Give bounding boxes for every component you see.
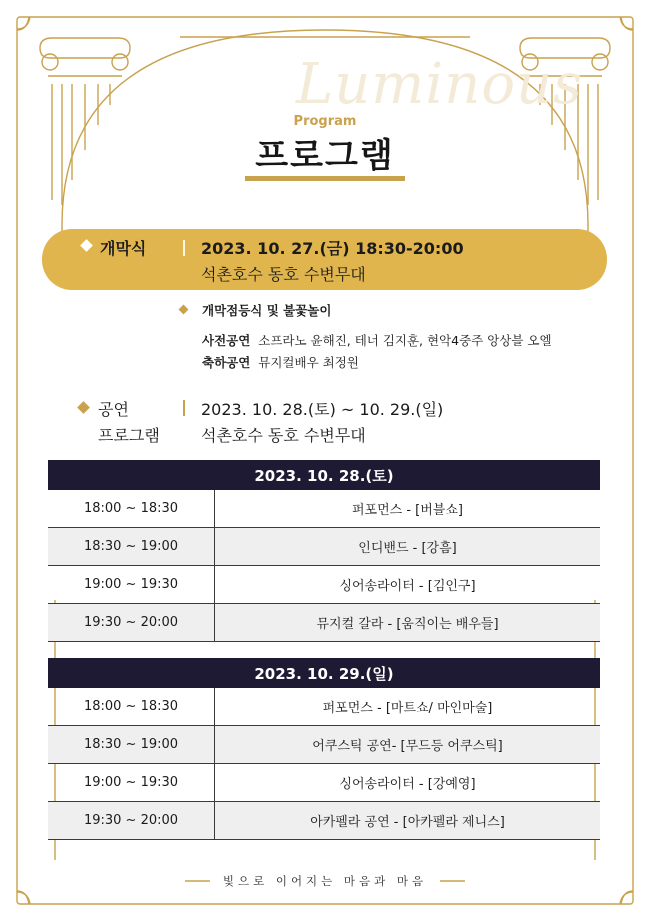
time-cell: 18:00 ~ 18:30 <box>48 688 215 726</box>
title-underline <box>245 176 405 181</box>
opening-separator <box>183 240 185 256</box>
opening-subtitle: 개막점등식 및 불꽃놀이 <box>202 303 332 318</box>
table-row <box>48 566 600 604</box>
time-cell: 19:30 ~ 20:00 <box>48 604 215 642</box>
performance-date: 2023. 10. 28.(토) ~ 10. 29.(일) <box>201 400 444 419</box>
watermark-text: Luminous <box>296 52 583 117</box>
table-row <box>48 764 600 802</box>
opening-label: 개막식 <box>100 239 147 258</box>
program-cell: 어쿠스틱 공연- [무드등 어쿠스틱] <box>215 726 601 764</box>
program-label-en: Program <box>293 114 357 129</box>
time-cell: 19:30 ~ 20:00 <box>48 802 215 840</box>
schedule-day-header: 2023. 10. 29.(일) <box>48 658 600 688</box>
performance-label: 공연 <box>98 400 129 419</box>
program-cell: 퍼포먼스 - [마트쇼/ 마인마술] <box>215 688 601 726</box>
program-cell: 퍼포먼스 - [버블쇼] <box>215 490 601 528</box>
time-cell: 18:30 ~ 19:00 <box>48 726 215 764</box>
time-cell: 18:00 ~ 18:30 <box>48 490 215 528</box>
program-cell: 인디밴드 - [강흠] <box>215 528 601 566</box>
performance-venue: 석촌호수 동호 수변무대 <box>201 426 366 445</box>
opening-date: 2023. 10. 27.(금) 18:30-20:00 <box>201 239 464 258</box>
program-cell: 싱어송라이터 - [김인구] <box>215 566 601 604</box>
time-cell: 18:30 ~ 19:00 <box>48 528 215 566</box>
program-cell: 싱어송라이터 - [강예영] <box>215 764 601 802</box>
page-title: 프로그램 <box>255 136 395 176</box>
table-row <box>48 726 600 764</box>
table-row <box>48 490 600 528</box>
table-row <box>48 802 600 840</box>
table-row <box>48 688 600 726</box>
performance-separator <box>183 400 185 416</box>
table-row <box>48 604 600 642</box>
performance-label-line2: 프로그램 <box>98 426 160 445</box>
schedule-table-day1 <box>48 460 600 642</box>
table-row <box>48 528 600 566</box>
opening-detail-row: 사전공연 소프라노 윤해진, 테너 김지훈, 현악4중주 앙상블 오엘 <box>202 333 552 348</box>
opening-venue: 석촌호수 동호 수변무대 <box>201 265 366 284</box>
time-cell: 19:00 ~ 19:30 <box>48 764 215 802</box>
opening-detail-row: 축하공연 뮤지컬배우 최정원 <box>202 355 359 370</box>
program-cell: 뮤지컬 갈라 - [움직이는 배우들] <box>215 604 601 642</box>
schedule-day-header: 2023. 10. 28.(토) <box>48 460 600 490</box>
time-cell: 19:00 ~ 19:30 <box>48 566 215 604</box>
schedule-table-day2 <box>48 658 600 840</box>
tagline: 빛으로 이어지는 마음과 마음 <box>222 874 428 888</box>
program-cell: 아카펠라 공연 - [아카펠라 제니스] <box>215 802 601 840</box>
